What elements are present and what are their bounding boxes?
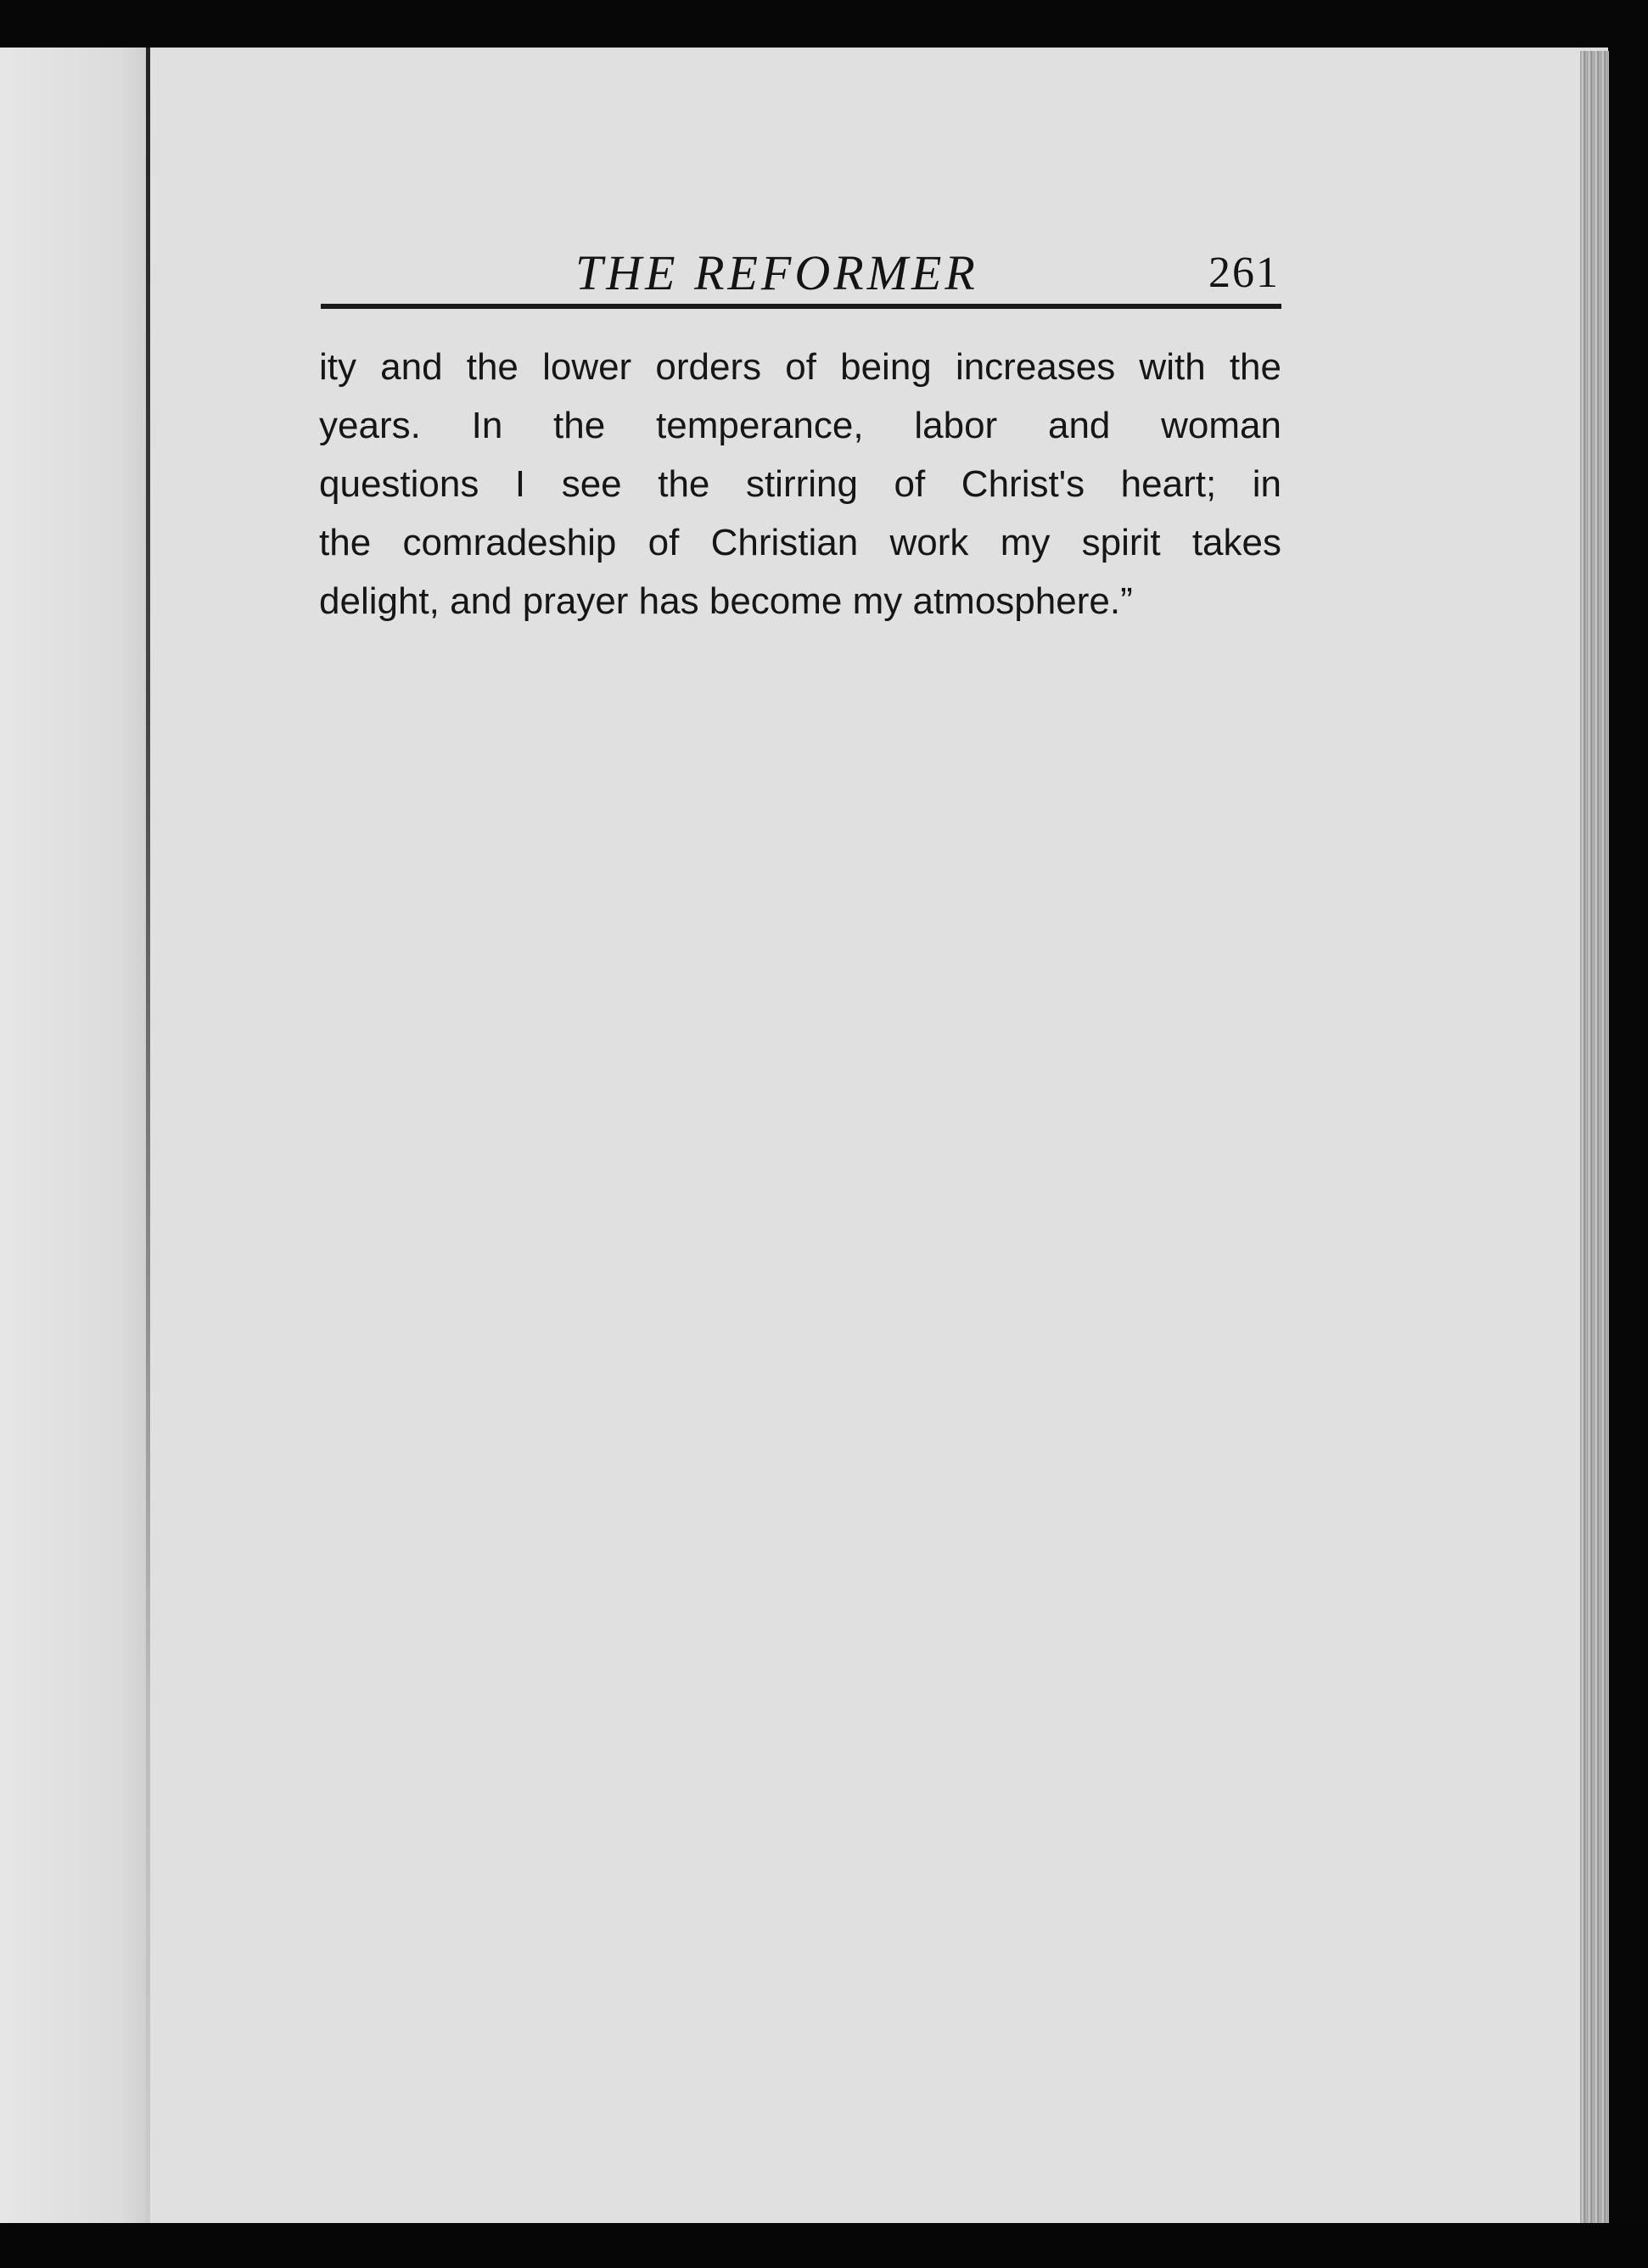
scan-bottom-border [0,2223,1648,2268]
header-rule [321,304,1281,309]
previous-page-edge [0,48,149,2237]
page-stack-edge [1580,51,1609,2236]
text-line: delight, and prayer has become my atmosphere.” [319,580,1133,622]
running-head [321,231,1280,299]
page-number: 261 [1208,249,1280,297]
running-title: THE REFORMER [575,245,978,300]
text-line: the comradeship of Christian work my spirit takes [319,522,1281,563]
text-line: ity and the lower orders of being increases with the [319,346,1281,388]
body-paragraph [319,338,1281,630]
text-line: questions I see the stirring of Christ's heart; in [319,463,1281,505]
text-line: years. In the temperance, labor and woman [319,405,1281,446]
